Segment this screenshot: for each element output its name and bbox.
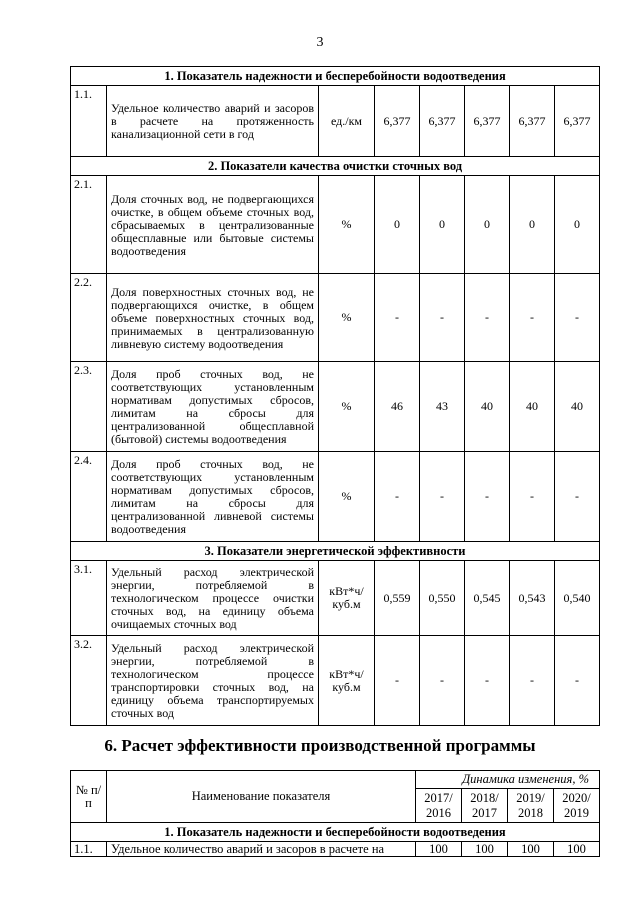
row-value: - [555, 636, 600, 726]
row-value: - [510, 452, 555, 542]
row-value: 0,543 [510, 561, 555, 636]
dynamics-header: Динамика изменения, % [416, 771, 600, 789]
row-number: 1.1. [71, 842, 107, 857]
row-unit: % [319, 362, 375, 452]
row-value: 0 [375, 176, 420, 274]
row-value: 6,377 [465, 86, 510, 157]
row-value: 46 [375, 362, 420, 452]
row-value: - [510, 274, 555, 362]
col-name-header: Наименование показателя [107, 771, 416, 823]
row-value: - [375, 274, 420, 362]
row-unit: % [319, 274, 375, 362]
section-title: 1. Показатель надежности и бесперебойности водоотведения [71, 823, 600, 842]
row-name: Удельное количество аварий и засоров в расчете на [107, 842, 416, 857]
row-value: 43 [420, 362, 465, 452]
row-unit: кВт*ч/ куб.м [319, 561, 375, 636]
row-number: 2.3. [71, 362, 107, 452]
year-header: 2017/ 2016 [416, 789, 462, 823]
row-value: 40 [465, 362, 510, 452]
row-value: 100 [462, 842, 508, 857]
row-value: - [420, 452, 465, 542]
row-name: Доля проб сточных вод, не соответствующих установленным нормативам допустимых сбросов, лимитам на сбросы для централизованной общесплавной (бытовой) системы водоотведения [107, 362, 319, 452]
table-row [71, 561, 600, 636]
section-title: 1. Показатель надежности и бесперебойности водоотведения [71, 67, 600, 86]
row-number: 2.4. [71, 452, 107, 542]
row-number: 2.2. [71, 274, 107, 362]
row-value: - [465, 274, 510, 362]
row-value: - [420, 636, 465, 726]
section-title: 2. Показатели качества очистки сточных вод [71, 157, 600, 176]
row-value: 0,540 [555, 561, 600, 636]
row-value: 0 [555, 176, 600, 274]
row-value: 6,377 [555, 86, 600, 157]
row-value: - [510, 636, 555, 726]
row-value: - [375, 452, 420, 542]
row-value: - [465, 452, 510, 542]
row-value: 0 [510, 176, 555, 274]
row-name: Доля поверхностных сточных вод, не подвергающихся очистке, в общем объеме поверхностных сточных вод, принимаемых в централизованную ливневую систему водоотведения [107, 274, 319, 362]
efficiency-table [70, 770, 600, 857]
table-row [71, 176, 600, 274]
row-value: 6,377 [420, 86, 465, 157]
row-value: - [375, 636, 420, 726]
row-value: 0,545 [465, 561, 510, 636]
row-name: Доля сточных вод, не подвергающихся очистке, в общем объеме сточных вод, сбрасываемых в централизованные общесплавные или бытовые системы водоотведения [107, 176, 319, 274]
row-number: 2.1. [71, 176, 107, 274]
row-value: - [555, 452, 600, 542]
row-value: 0,550 [420, 561, 465, 636]
row-name: Удельный расход электрической энергии, потребляемой в технологическом процессе транспортировки сточных вод, на единицу объема транспортируемых сточных вод [107, 636, 319, 726]
year-header: 2020/ 2019 [554, 789, 600, 823]
row-value: 40 [555, 362, 600, 452]
table-row [71, 274, 600, 362]
row-number: 3.1. [71, 561, 107, 636]
table-row [71, 452, 600, 542]
indicators-table [70, 66, 600, 726]
row-unit: % [319, 452, 375, 542]
page-number: 3 [316, 35, 324, 50]
table-row [71, 362, 600, 452]
row-value: 100 [508, 842, 554, 857]
row-name: Доля проб сточных вод, не соответствующих установленным нормативам допустимых сбросов, лимитам на сбросы для централизованной ливневой системы водоотведения [107, 452, 319, 542]
table-row [71, 86, 600, 157]
row-value: 0 [465, 176, 510, 274]
row-number: 3.2. [71, 636, 107, 726]
row-value: 40 [510, 362, 555, 452]
row-value: - [555, 274, 600, 362]
row-name: Удельное количество аварий и засоров в расчете на протяженность канализационной сети в год [107, 86, 319, 157]
row-unit: кВт*ч/ куб.м [319, 636, 375, 726]
row-value: - [420, 274, 465, 362]
row-name: Удельный расход электрической энергии, потребляемой в технологическом процессе очистки сточных вод, на единицу объема очищаемых сточных вод [107, 561, 319, 636]
row-unit: ед./км [319, 86, 375, 157]
row-value: 0,559 [375, 561, 420, 636]
row-value: 6,377 [375, 86, 420, 157]
row-number: 1.1. [71, 86, 107, 157]
year-header: 2018/ 2017 [462, 789, 508, 823]
row-unit: % [319, 176, 375, 274]
row-value: - [465, 636, 510, 726]
row-value: 6,377 [510, 86, 555, 157]
col-num-header: № п/п [71, 771, 107, 823]
row-value: 100 [416, 842, 462, 857]
year-header: 2019/ 2018 [508, 789, 554, 823]
section-title: 3. Показатели энергетической эффективности [71, 542, 600, 561]
row-value: 0 [420, 176, 465, 274]
section-heading: 6. Расчет эффективности производственной программы [104, 736, 536, 755]
row-value: 100 [554, 842, 600, 857]
table-row [71, 636, 600, 726]
